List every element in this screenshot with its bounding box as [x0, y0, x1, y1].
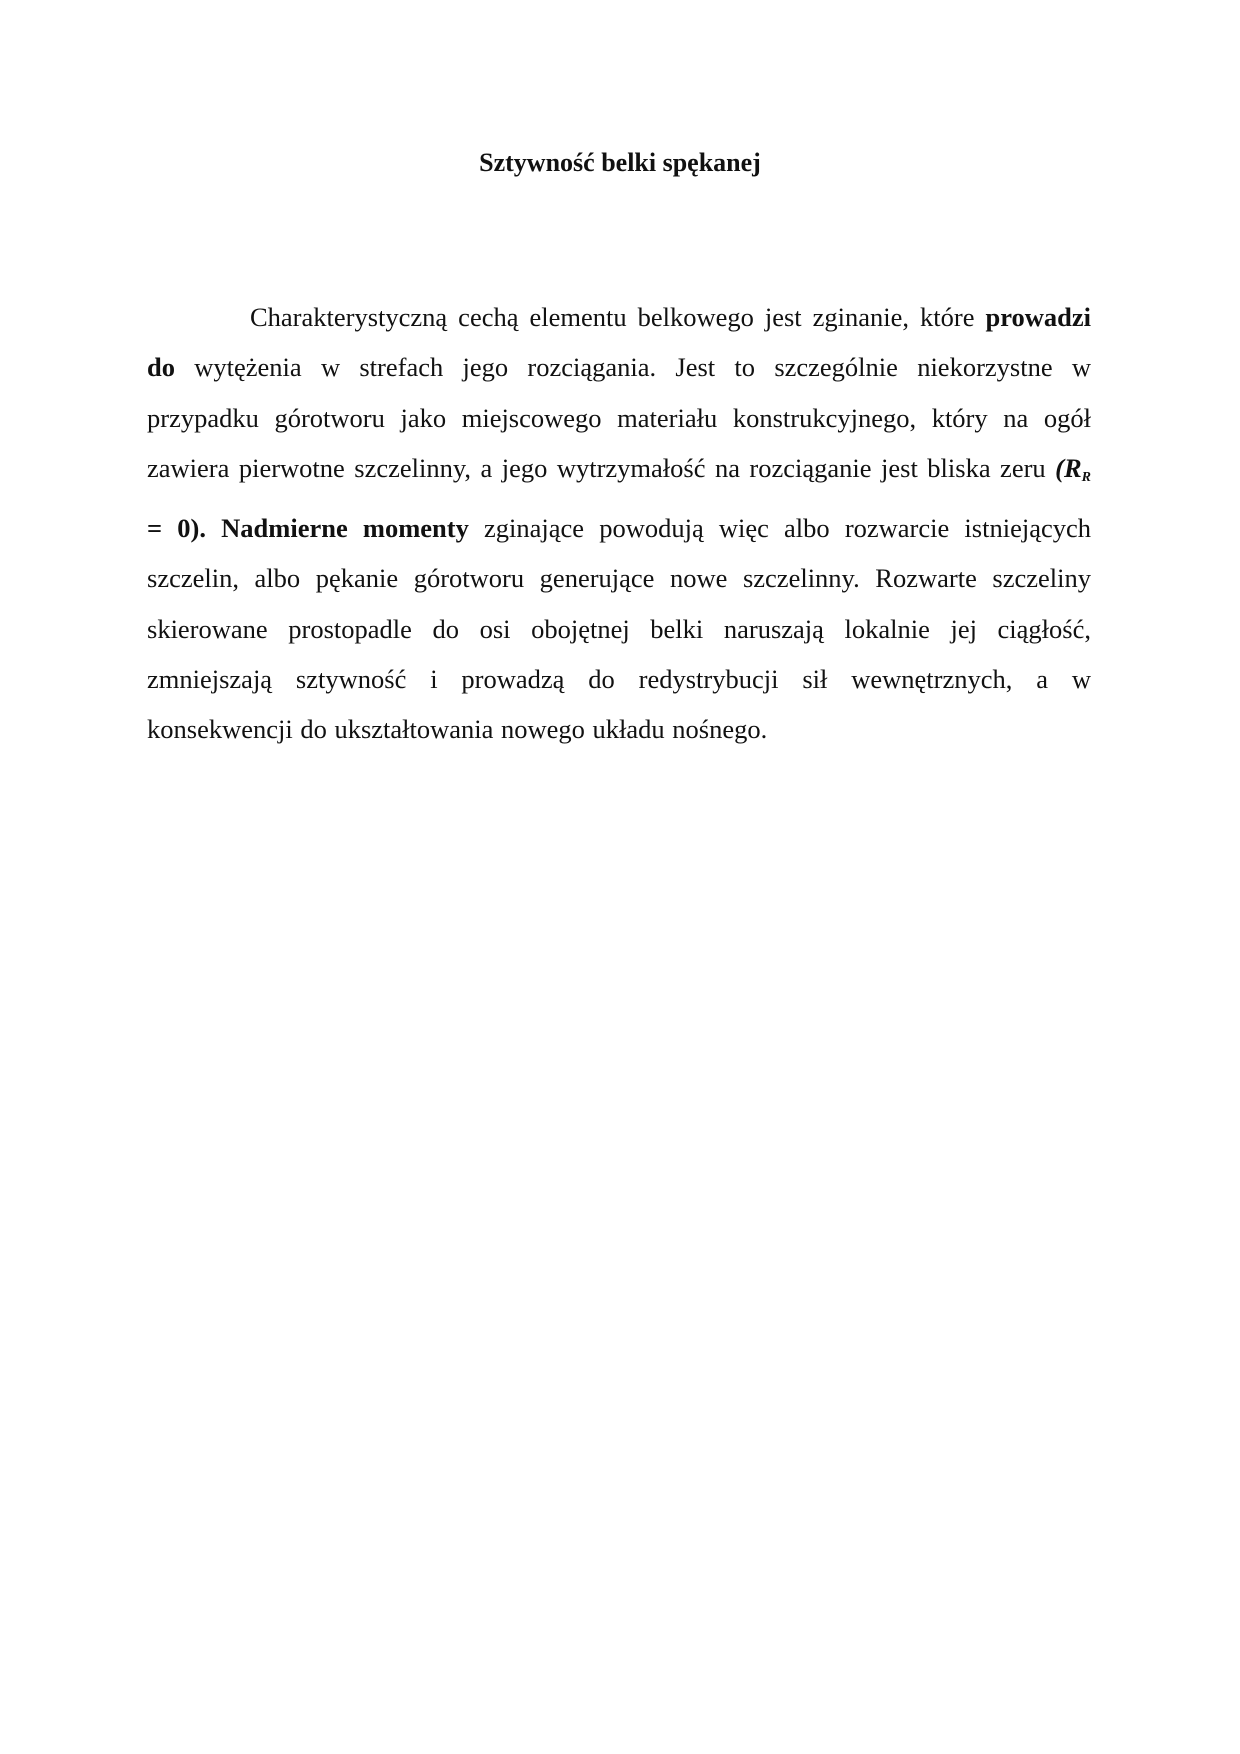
- body-paragraph: [147, 292, 1091, 755]
- formula-open: (: [1055, 452, 1064, 483]
- paragraph-text-2: wytężenia w strefach jego rozciągania. Jest to szczególnie niekorzystne w przypadku górotworu jako miejscowego materiału konstrukcyjnego, który na ogół zawiera pierwotne szczelinny, a jego wytrzymałość na rozciąganie jest bliska zeru: [147, 352, 1091, 483]
- formula-rest: = 0).: [147, 513, 206, 544]
- page-title: Sztywność belki spękanej: [479, 148, 761, 177]
- formula-symbol: R: [1063, 452, 1082, 483]
- paragraph-text-1: Charakterystyczną cechą elementu belkowego jest zginanie, które: [250, 302, 986, 332]
- paragraph-text-3: zginające powodują więc albo rozwarcie istniejących szczelin, albo pękanie górotworu generujące nowe szczelinny. Rozwarte szczeliny skierowane prostopadle do osi obojętnej belki naruszają lokalnie jej ciągłość, zmniejszają sztywność i prowadzą do redystrybucji sił wewnętrznych, a w konsekwencji do ukształtowania nowego układu nośnego.: [147, 513, 1091, 745]
- paragraph-bold-phrase: prowadzi do: [147, 302, 1091, 383]
- formula-subscript: R: [1081, 469, 1091, 485]
- paragraph-bold-phrase-2: Nadmierne momenty: [205, 513, 469, 544]
